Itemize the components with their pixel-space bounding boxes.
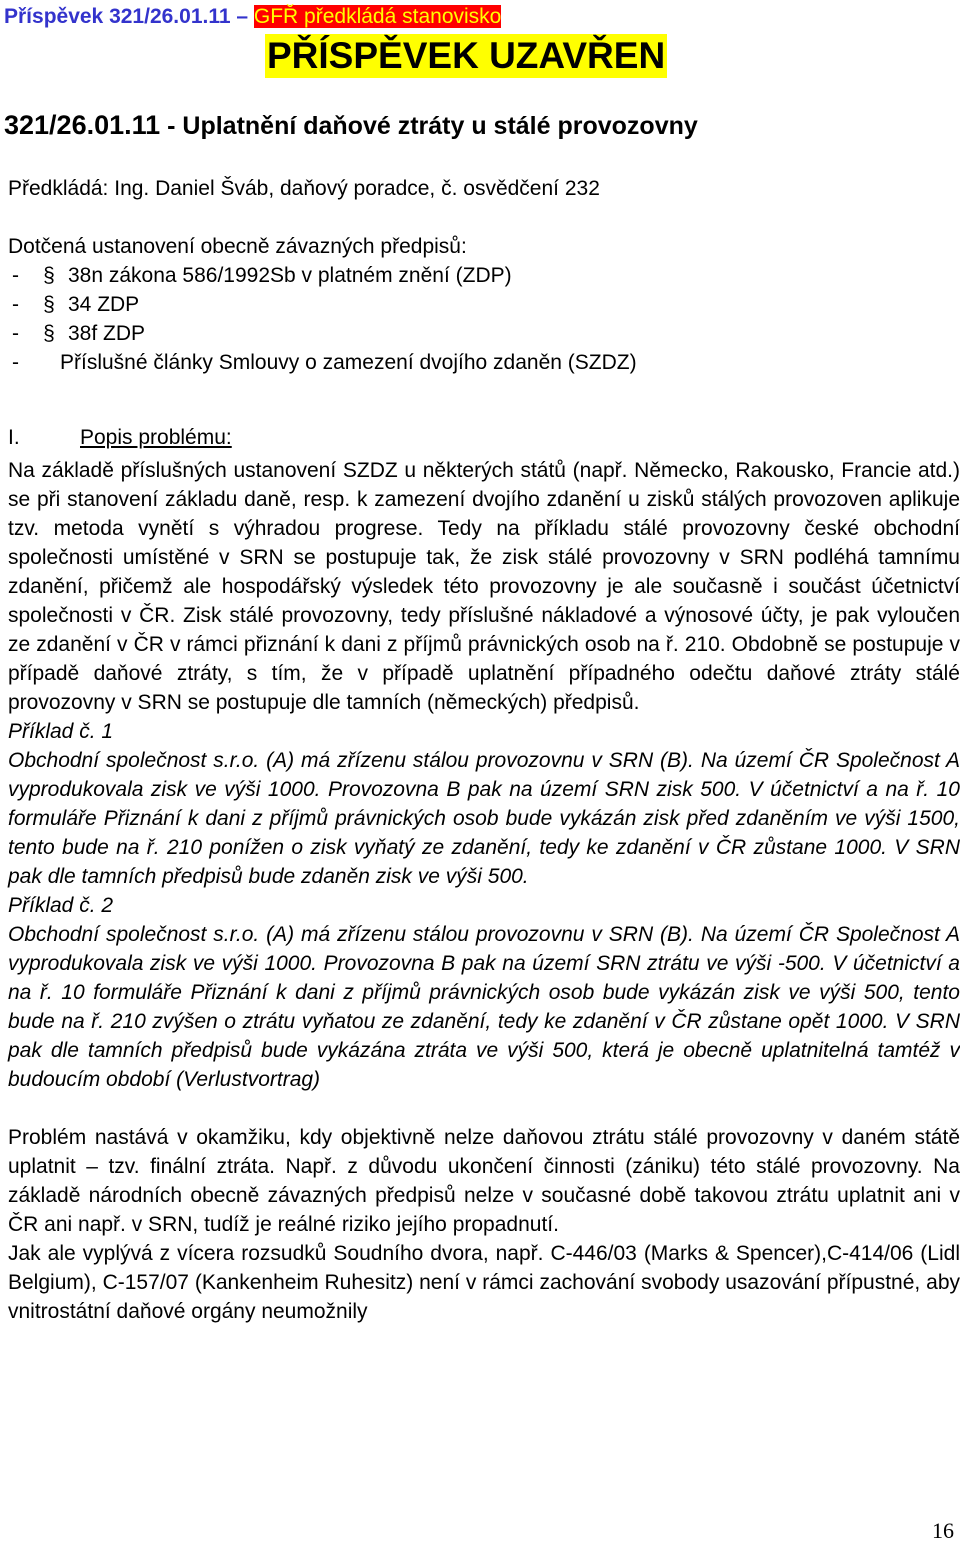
example-2-title: Příklad č. 2 (8, 894, 114, 917)
section-number: I. (8, 426, 20, 449)
header-prefix: Příspěvek 321/26.01.11 – (4, 5, 254, 28)
example-1-text: Obchodní společnost s.r.o. (A) má zřízenu stálou provozovnu v SRN (B). Na území ČR Společnost A vyprodukovala zisk ve výši 1000. Provozovna B pak na území SRN zisk 500. V účetnictví a na ř. 10 formuláře Přiznání k dani z příjmů právnických osob bude vykázán zisk před zdaněním ve výši 1500, tento bude na ř. 210 ponížen o zisk vyňatý ze zdanění, tedy ke zdanění v ČR zůstane 1000. V SRN pak dle tamních předpisů bude zdaněn zisk ve výši 500. (8, 749, 960, 888)
section-heading (8, 423, 232, 452)
closed-banner: PŘÍSPĚVEK UZAVŘEN (267, 35, 666, 76)
provisions-heading: Dotčená ustanovení obecně závazných předpisů: (8, 235, 467, 258)
example-1-title: Příklad č. 1 (8, 720, 114, 743)
section-sign-icon: § (43, 322, 55, 345)
problem-description (8, 456, 960, 1326)
provisions-list (8, 232, 637, 377)
status-badge: GFŘ předkládá stanovisko (253, 5, 502, 28)
title-text: - Uplatnění daňové ztráty u stálé provozovny (160, 112, 698, 140)
list-item: - § 38f ZDP (8, 319, 637, 348)
page-title (4, 110, 698, 141)
author-line: Předkládá: Ing. Daniel Šváb, daňový poradce, č. osvědčení 232 (8, 177, 600, 200)
section-label: Popis problému: (80, 426, 232, 449)
example-2-text: Obchodní společnost s.r.o. (A) má zřízenu stálou provozovnu v SRN (B). Na území ČR Společnost A vyprodukovala zisk ve výši 1000. Provozovna B pak na území SRN ztrátu ve výši -500. V účetnictví a na ř. 10 formuláře Přiznání k dani z příjmů právnických osob bude vykázán zisk ve výši 500, tento bude na ř. 210 zvýšen o ztrátu vyňatou ze zdanění, tedy ke zdanění v ČR zůstane opět 1000. V SRN pak dle tamních předpisů bude vykázána ztráta ve výši 500, která je obecně uplatnitelná tamtéž v budoucím období (Verlustvortrag) (8, 923, 960, 1091)
paragraph: Problém nastává v okamžiku, kdy objektivně nelze daňovou ztrátu stálé provozovny v daném státě uplatnit – tzv. finální ztráta. Např. z důvodu ukončení činnosti (zániku) této stálé provozovny. Na základě národních obecně závazných předpisů nelze v současné době takovou ztrátu uplatnit ani v ČR ani např. v SRN, tudíž je reálné riziko jejího propadnutí. (8, 1126, 960, 1236)
section-sign-icon: § (43, 264, 55, 287)
title-number: 321/26.01.11 (4, 110, 161, 140)
section-sign-icon: § (43, 293, 55, 316)
list-item: - § 38n zákona 586/1992Sb v platném znění (ZDP) (8, 261, 637, 290)
paragraph: Jak ale vyplývá z vícera rozsudků Soudního dvora, např. C-446/03 (Marks & Spencer),C-414/06 (Lidl Belgium), C-157/07 (Kankenheim Ruhesitz) není v rámci zachování svobody usazování přípustné, aby vnitrostátní daňové orgány neumožnily (8, 1242, 960, 1323)
page-number: 16 (932, 1518, 954, 1543)
contribution-header (4, 4, 501, 30)
paragraph: Na základě příslušných ustanovení SZDZ u některých států (např. Německo, Rakousko, Francie atd.) se při stanovení základu daně, resp. k zamezení dvojího zdanění u zisků stálých provozoven aplikuje tzv. metoda vynětí s výhradou progrese. Tedy na příkladu stálé provozovny české obchodní společnosti umístěné v SRN se postupuje tak, že zisk stálé provozovny v SRN podléhá tamnímu zdanění, přičemž ale hospodářský výsledek této provozovny je ale současně i součást účetnictví společnosti v ČR. Zisk stálé provozovny, tedy příslušné nákladové a výnosové účty, je pak vyloučen ze zdanění v ČR v rámci přiznání k dani z příjmů právnických osob na ř. 210. Obdobně se postupuje v případě daňové ztráty, s tím, že v případě uplatnění případného odečtu daňové ztráty stálé provozovny v SRN se postupuje dle tamních (německých) předpisů. (8, 459, 960, 714)
list-item: - § 34 ZDP (8, 290, 637, 319)
spacer (8, 1094, 960, 1123)
list-item: - Příslušné články Smlouvy o zamezení dvojího zdaněn (SZDZ) (12, 351, 637, 374)
